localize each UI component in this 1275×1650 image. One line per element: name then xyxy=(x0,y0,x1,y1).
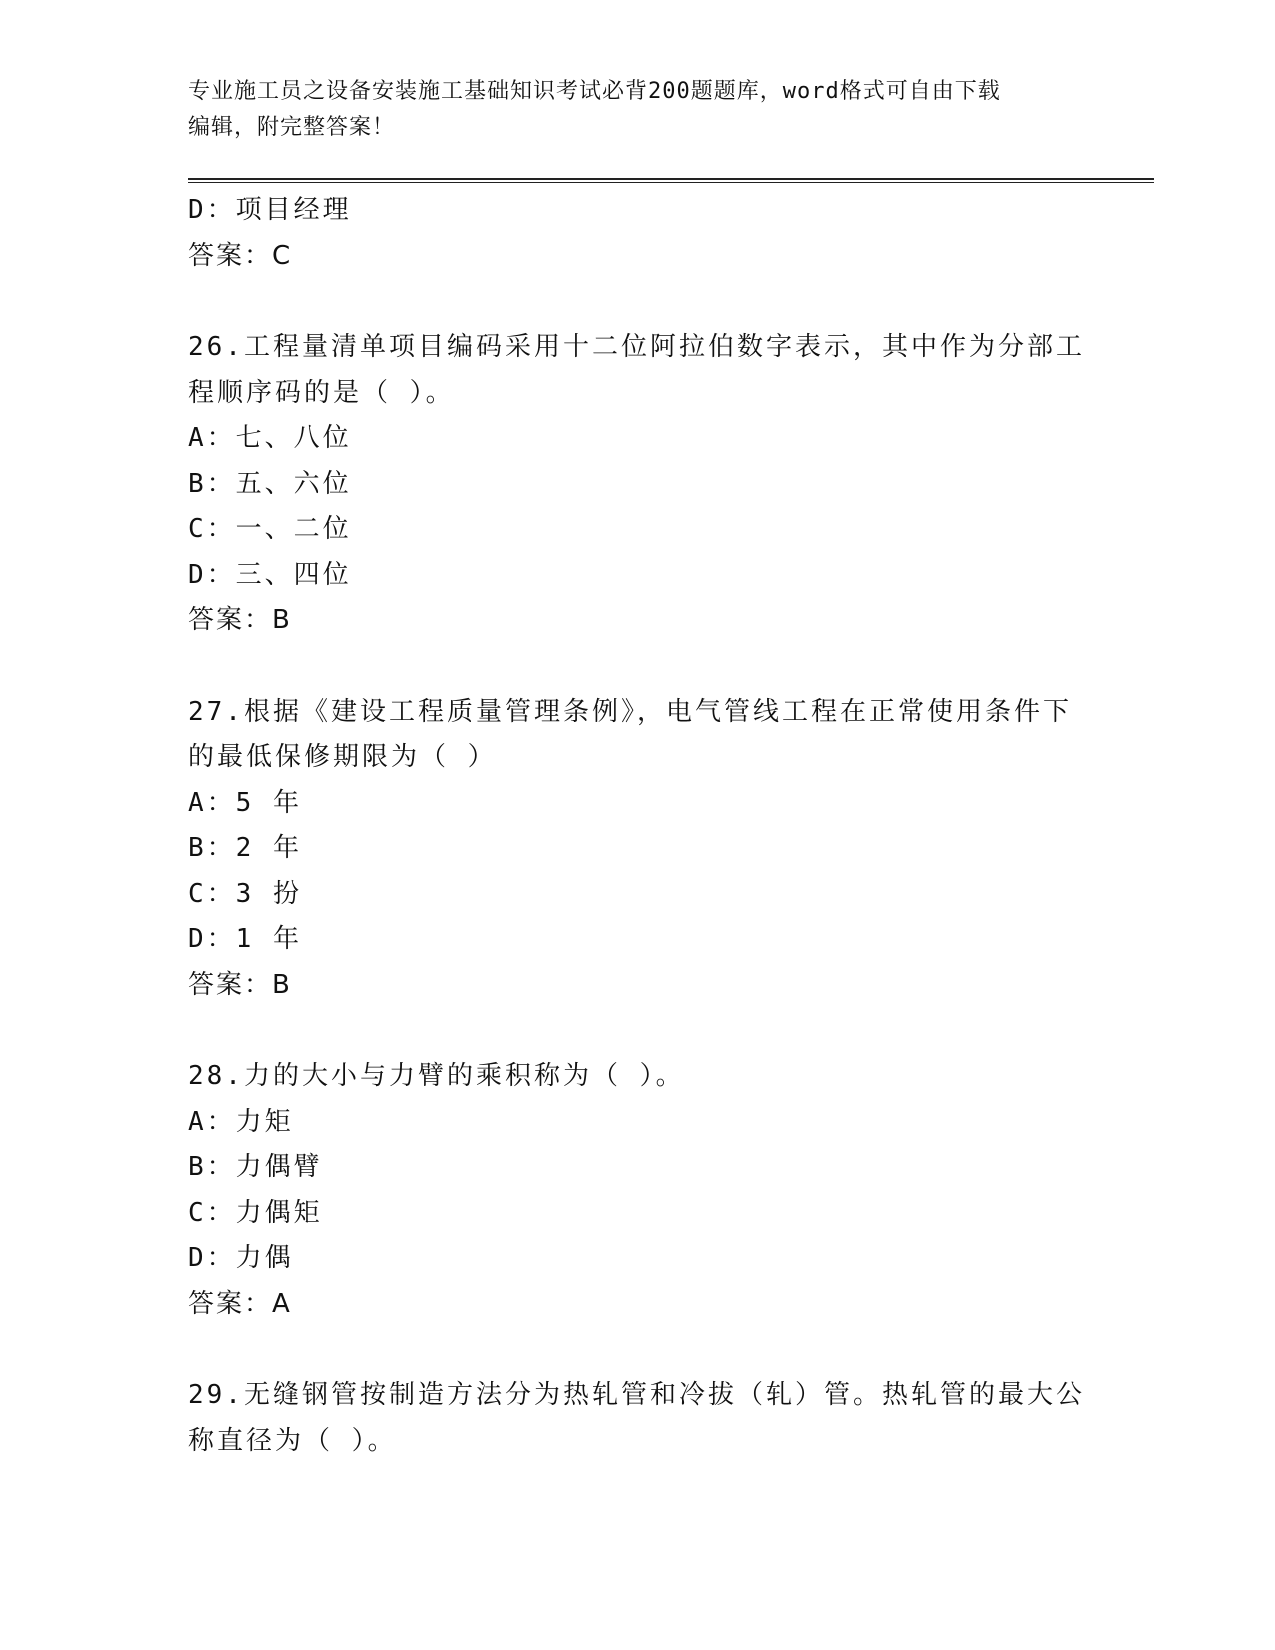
option-a: A：力矩 xyxy=(188,1106,294,1137)
spacer xyxy=(188,279,1088,325)
spacer xyxy=(188,1008,1088,1054)
question-29 xyxy=(188,1373,1088,1464)
option-b: B：五、六位 xyxy=(188,468,352,499)
option-c: C：力偶矩 xyxy=(188,1197,323,1228)
option-b: B：2 年 xyxy=(188,833,302,863)
answer-line: 答案：B xyxy=(188,605,292,635)
question-27 xyxy=(188,690,1088,1009)
option-a: A：七、八位 xyxy=(188,423,352,453)
question-stem-line-1: 29.无缝钢管按制造方法分为热轧管和冷拔（轧）管。热轧管的最大公 xyxy=(188,1380,1085,1410)
question-stem-line-2: 称直径为（ ）。 xyxy=(188,1425,397,1456)
option-a: A：5 年 xyxy=(188,787,302,818)
option-d: D：三、四位 xyxy=(188,559,352,590)
question-list xyxy=(188,188,1088,1464)
answer-line: 答案：B xyxy=(188,969,292,1000)
question-stem-line-2: 的最低保修期限为（ ） xyxy=(188,742,497,772)
page-header xyxy=(188,74,1068,146)
question-stem-line-2: 程顺序码的是（ ）。 xyxy=(188,377,455,408)
question-28 xyxy=(188,1054,1088,1327)
option-d: D：1 年 xyxy=(188,924,302,954)
option-d: D：项目经理 xyxy=(188,195,352,225)
header-title-line-2: 编辑，附完整答案！ xyxy=(188,115,396,140)
spacer xyxy=(188,1327,1088,1373)
option-c: C：3 扮 xyxy=(188,878,302,909)
question-stem-line-1: 27.根据《建设工程质量管理条例》，电气管线工程在正常使用条件下 xyxy=(188,696,1072,727)
header-title-line-1: 专业施工员之设备安装施工基础知识考试必背200题题库，word格式可自由下载 xyxy=(188,79,1001,104)
option-c: C：一、二位 xyxy=(188,514,352,544)
answer-line: 答案：A xyxy=(188,1288,292,1319)
question-26 xyxy=(188,325,1088,644)
question-stem-line-1: 26.工程量清单项目编码采用十二位阿拉伯数字表示，其中作为分部工 xyxy=(188,332,1085,362)
answer-line: 答案：C xyxy=(188,240,293,271)
option-d: D：力偶 xyxy=(188,1243,294,1273)
header-divider xyxy=(188,178,1154,183)
spacer xyxy=(188,644,1088,690)
question-stem-line-1: 28.力的大小与力臂的乘积称为（ ）。 xyxy=(188,1061,685,1091)
option-b: B：力偶臂 xyxy=(188,1152,323,1182)
